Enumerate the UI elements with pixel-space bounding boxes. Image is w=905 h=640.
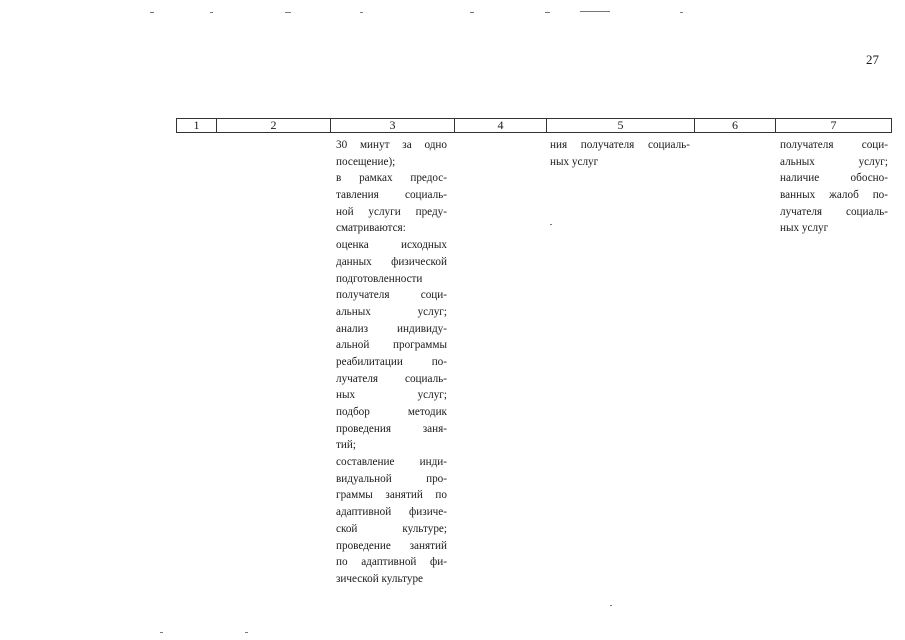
text-line: ных услуг (780, 222, 829, 235)
column-number-7: 7 (830, 119, 837, 132)
column-5-text (550, 137, 690, 170)
scan-mark (680, 12, 683, 13)
scan-mark (150, 12, 154, 13)
text-line: альных услуг; (780, 155, 888, 168)
text-line: альной программы (336, 339, 447, 352)
table-header-row (176, 118, 892, 133)
column-number-5: 5 (547, 119, 695, 132)
scan-mark (545, 12, 550, 13)
text-line: сматриваются: (336, 222, 406, 235)
scan-mark (610, 605, 612, 606)
text-line: граммы занятий по (336, 489, 447, 502)
text-line: ных услуг (550, 155, 599, 168)
text-line: альных услуг; (336, 305, 447, 318)
scan-mark (470, 12, 474, 13)
column-number-4: 4 (455, 119, 547, 132)
text-line: 30 минут за одно (336, 139, 447, 151)
column-number-3: 3 (331, 119, 455, 132)
text-line: лучателя социаль- (780, 205, 888, 218)
scan-mark (580, 11, 610, 12)
text-line: тавления социаль- (336, 189, 447, 202)
text-line: анализ индивиду- (336, 322, 447, 335)
text-line: проведения заня- (336, 422, 447, 435)
text-line: оценка исходных (336, 239, 447, 252)
text-line: зической культуре (336, 572, 424, 585)
text-line: получателя соци- (780, 139, 888, 151)
column-number-2: 2 (217, 119, 331, 132)
text-line: подготовленности (336, 272, 423, 285)
text-line: видуальной про- (336, 472, 447, 485)
column-number-6: 6 (695, 119, 776, 132)
text-line: ской культуре; (336, 522, 447, 535)
page-number: 27 (866, 52, 879, 67)
text-line: тий; (336, 439, 356, 452)
scan-mark (285, 12, 291, 13)
scan-mark (550, 224, 552, 225)
column-7-text (780, 137, 888, 237)
text-line: наличие обосно- (780, 172, 888, 185)
text-line: ния получателя социаль- (550, 139, 690, 151)
text-line: получателя соци- (336, 289, 447, 302)
text-line: в рамках предос- (336, 172, 447, 185)
text-line: ванных жалоб по- (780, 189, 888, 202)
scan-mark (160, 632, 163, 633)
text-line: адаптивной физиче- (336, 506, 447, 519)
scan-mark (360, 12, 363, 13)
text-line: подбор методик (336, 406, 447, 418)
column-number-1: 1 (177, 119, 217, 132)
text-line: составление инди- (336, 456, 447, 469)
text-line: реабилитации по- (336, 355, 447, 368)
text-line: ной услуги преду- (336, 205, 447, 218)
text-line: по адаптивной фи- (336, 556, 447, 569)
text-line: посещение); (336, 155, 396, 168)
text-line: ных услуг; (336, 389, 447, 402)
text-line: данных физической (336, 255, 447, 268)
column-3-text (336, 137, 447, 588)
text-line: проведение занятий (336, 539, 447, 552)
scan-mark (210, 12, 213, 13)
scan-mark (245, 632, 248, 633)
text-line: лучателя социаль- (336, 372, 447, 385)
